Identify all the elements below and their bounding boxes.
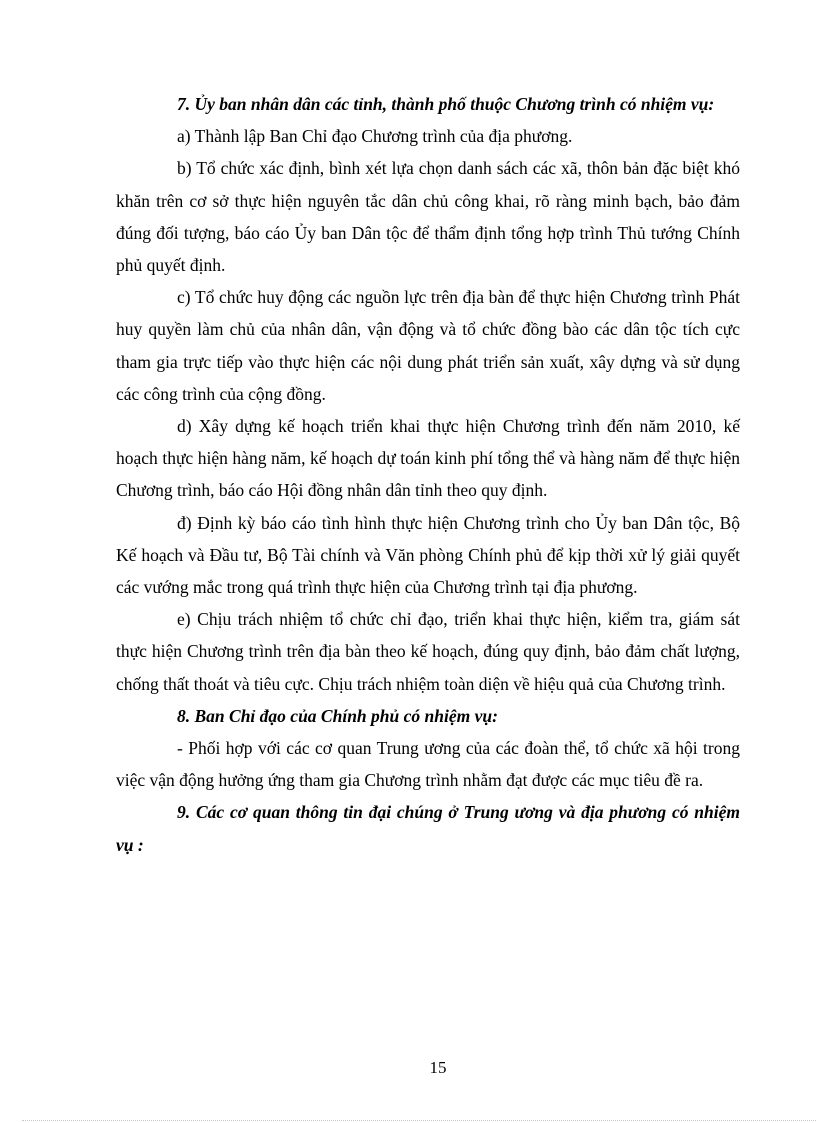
page-number: 15: [429, 1058, 447, 1077]
section-heading-8: 8. Ban Chỉ đạo của Chính phủ có nhiệm vụ:: [177, 705, 498, 726]
paragraph-dd: đ) Định kỳ báo cáo tình hình thực hiện Chương trình cho Ủy ban Dân tộc, Bộ Kế hoạch và Đầu tư, Bộ Tài chính và Văn phòng Chính phủ để kịp thời xử lý giải quyết các vướng mắc trong quá trình thực hiện của Chương trình tại địa phương.: [116, 512, 740, 598]
paragraph-8-item: - Phối hợp với các cơ quan Trung ương của các đoàn thể, tổ chức xã hội trong việc vận động hưởng ứng tham gia Chương trình nhằm đạt được các mục tiêu đề ra.: [116, 738, 740, 791]
document-body: [116, 88, 740, 861]
paragraph-a: a) Thành lập Ban Chỉ đạo Chương trình của địa phương.: [177, 126, 573, 147]
section-heading-7: 7. Ủy ban nhân dân các tỉnh, thành phố thuộc Chương trình có nhiệm vụ:: [177, 94, 715, 114]
paragraph-b: b) Tổ chức xác định, bình xét lựa chọn danh sách các xã, thôn bản đặc biệt khó khăn trên cơ sở thực hiện nguyên tắc dân chủ công khai, rõ ràng minh bạch, bảo đảm đúng đối tượng, báo cáo Ủy ban Dân tộc để thẩm định tổng hợp trình Thủ tướng Chính phủ quyết định.: [116, 158, 740, 276]
paragraph-c: c) Tổ chức huy động các nguồn lực trên địa bàn để thực hiện Chương trình Phát huy quyền làm chủ của nhân dân, vận động và tổ chức đồng bào các dân tộc tích cực tham gia trực tiếp vào thực hiện các nội dung phát triển sản xuất, xây dựng và sử dụng các công trình của cộng đồng.: [116, 287, 740, 404]
paragraph-e: e) Chịu trách nhiệm tổ chức chỉ đạo, triển khai thực hiện, kiểm tra, giám sát thực hiện Chương trình trên địa bàn theo kế hoạch, đúng quy định, bảo đảm chất lượng, chống thất thoát và tiêu cực. Chịu trách nhiệm toàn diện về hiệu quả của Chương trình.: [116, 609, 740, 694]
section-heading-9: 9. Các cơ quan thông tin đại chúng ở Trung ương và địa phương có nhiệm vụ :: [116, 802, 740, 855]
paragraph-d: d) Xây dựng kế hoạch triển khai thực hiện Chương trình đến năm 2010, kế hoạch thực hiện hàng năm, kế hoạch dự toán kinh phí tổng thể và hàng năm để thực hiện Chương trình, báo cáo Hội đồng nhân dân tỉnh theo quy định.: [116, 416, 740, 501]
page-bottom-divider: [22, 1120, 816, 1121]
